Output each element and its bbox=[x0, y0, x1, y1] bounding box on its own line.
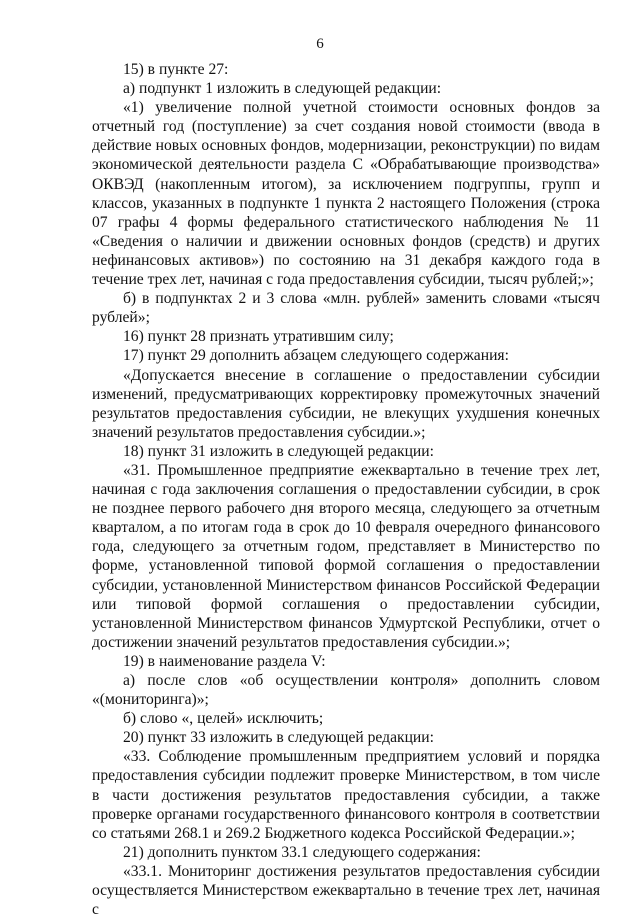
paragraph-item-18: 18) пункт 31 изложить в следующей редакции: bbox=[123, 442, 434, 460]
paragraph-subitem-b: б) в подпунктах 2 и 3 слова «млн. рублей» заменить словами «тысяч рублей»; bbox=[92, 290, 600, 327]
paragraph-quoted-point-33-1: «33.1. Мониторинг достижения результатов предоставления субсидии осуществляется Министерством ежеквартально в течение трех лет, начиная с bbox=[92, 862, 600, 919]
document-body bbox=[92, 60, 600, 919]
paragraph-item-20: 20) пункт 33 изложить в следующей редакции: bbox=[123, 729, 434, 747]
paragraph-quoted-subpoint-1: «1) увеличение полной учетной стоимости основных фондов за отчетный год (поступление) за счет создания новой стоимости (ввода в действие новых основных фондов, модернизации, реконструкции) по видам экономической деятельности раздела С «Обрабатывающие производства» ОКВЭД (накопленным итогом), за исключением подгруппы, групп и классов, указанных в подпункте 1 пункта 2 настоящего Положения (строка 07 графы 4 формы федерального статистического наблюдения № 11 «Сведения о наличии и движении основных фондов (средств) и других нефинансовых активов») по состоянию на 31 декабря каждого года в течение трех лет, начиная с года предоставления субсидии, тысяч рублей;»; bbox=[92, 99, 600, 289]
paragraph-quoted-point-29: «Допускается внесение в соглашение о предоставлении субсидии изменений, предусматривающих корректировку промежуточных значений результатов предоставления субсидии, не влекущих ухудшения конечных значений результатов предоставления субсидии.»; bbox=[92, 366, 600, 441]
paragraph-quoted-point-33: «33. Соблюдение промышленным предприятием условий и порядка предоставления субсидии подлежит проверке Министерством, в том числе в части достижения результатов предоставления субсидии, а также проверке органами государственного финансового контроля в соответствии со статьями 268.1 и 269.2 Бюджетного кодекса Российской Федерации.»; bbox=[92, 748, 600, 842]
paragraph-item-19: 19) в наименование раздела V: bbox=[123, 652, 326, 670]
page-number: 6 bbox=[316, 36, 324, 52]
paragraph-item-17: 17) пункт 29 дополнить абзацем следующего содержания: bbox=[123, 347, 509, 365]
paragraph-quoted-point-31: «31. Промышленное предприятие ежеквартально в течение трех лет, начиная с года заключения соглашения о предоставлении субсидии, в срок не позднее первого рабочего дня второго месяца, следующего за отчетным кварталом, а по итогам года в срок до 10 февраля очередного финансового года, следующего за отчетным годом, представляет в Министерство по форме, установленной типовой формой соглашения о предоставлении субсидии, установленной Министерством финансов Российской Федерации или типовой формой соглашения о предоставлении субсидии, установленной Министерством финансов Удмуртской Республики, отчет о достижении значений результатов предоставления субсидии.»; bbox=[92, 461, 600, 651]
paragraph-item-16: 16) пункт 28 признать утратившим силу; bbox=[123, 328, 394, 346]
paragraph-subitem-a: а) подпункт 1 изложить в следующей редакции: bbox=[123, 80, 442, 98]
paragraph-subitem-b-19: б) слово «, целей» исключить; bbox=[123, 710, 324, 728]
paragraph-item-15: 15) в пункте 27: bbox=[123, 61, 229, 78]
paragraph-item-21: 21) дополнить пунктом 33.1 следующего содержания: bbox=[123, 843, 481, 861]
paragraph-subitem-a-19: а) после слов «об осуществлении контроля» дополнить словом «(мониторинга)»; bbox=[92, 672, 600, 709]
